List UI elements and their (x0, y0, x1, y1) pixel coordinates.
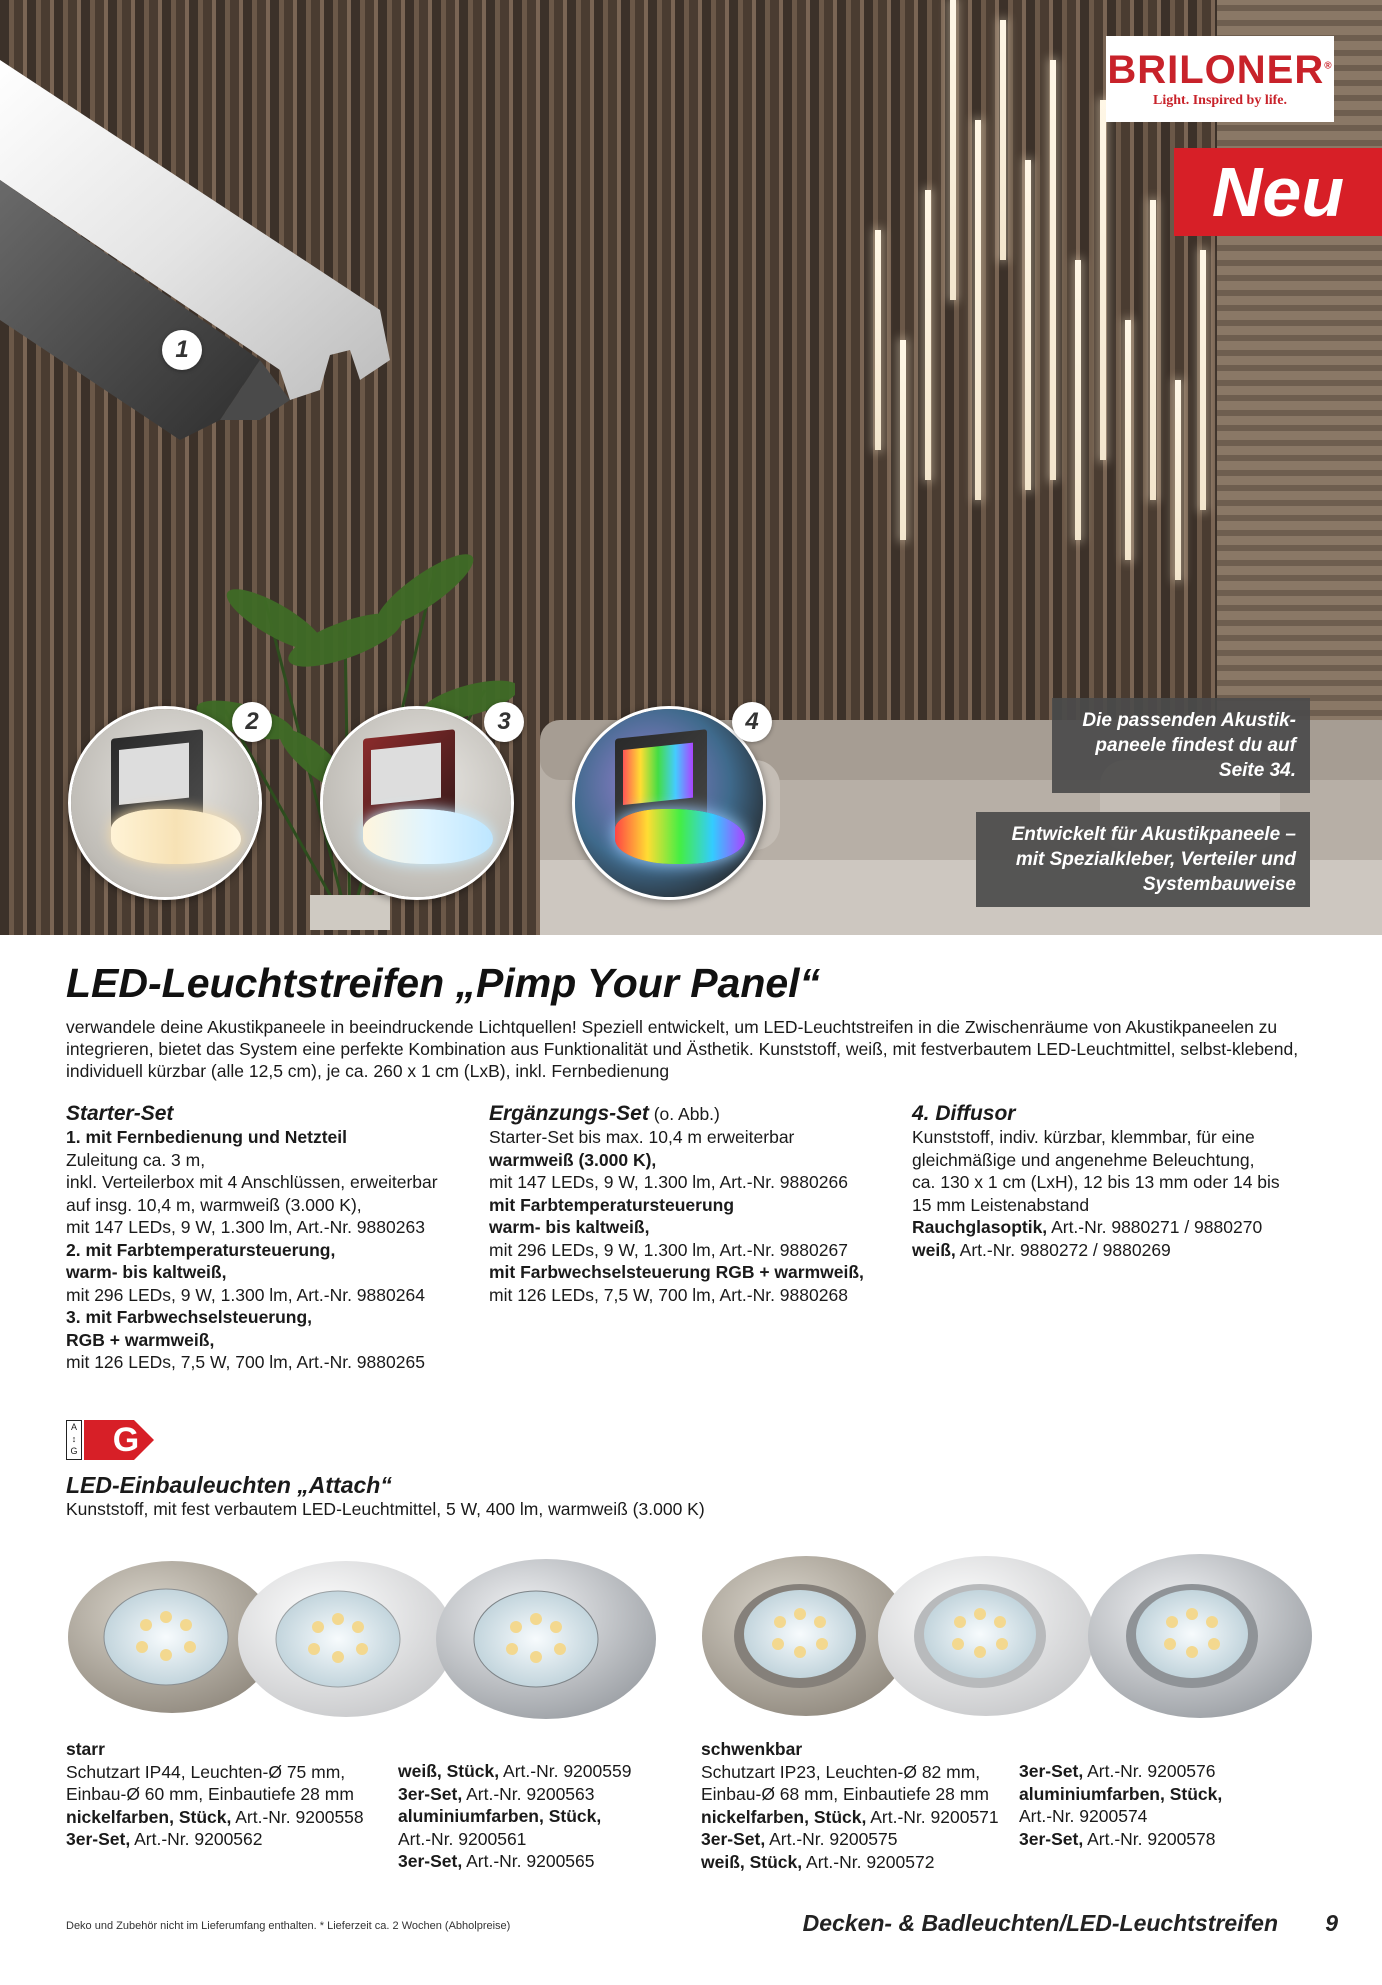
schwenkbar-artnr: Art.-Nr. 9200572 (802, 1851, 935, 1872)
starr-variant: 3er-Set, (398, 1783, 463, 1804)
attach-description: Kunststoff, mit fest verbautem LED-Leuchtmittel, 5 W, 400 lm, warmweiß (3.000 K) (66, 1499, 705, 1519)
schwenkbar-line (701, 1828, 1021, 1851)
energy-class-arrow (84, 1420, 154, 1460)
led-light-strip (875, 230, 881, 450)
schwenkbar-line: Einbau-Ø 68 mm, Einbautiefe 28 mm (701, 1784, 989, 1804)
starr-variant: weiß, Stück, (398, 1761, 500, 1781)
diffusor-variant: weiß, (912, 1239, 956, 1260)
starr-variant: 3er-Set, (398, 1851, 463, 1871)
starr-artnr: Art.-Nr. 9200563 (462, 1783, 595, 1804)
schwenkbar-variant: 3er-Set, (701, 1829, 766, 1849)
diffusor-line: gleichmäßige und angenehme Beleuchtung, (912, 1149, 1255, 1170)
extension-set-heading (489, 1102, 889, 1126)
schwenkbar-heading: schwenkbar (701, 1739, 803, 1759)
starter-line: mit 126 LEDs, 7,5 W, 700 lm, Art.-Nr. 9880265 (66, 1352, 425, 1372)
starr-line (66, 1806, 386, 1829)
hero-image (0, 0, 1382, 935)
led-light-strip (1000, 20, 1006, 260)
starr-line (398, 1760, 698, 1783)
energy-scale-arrow: ↕ (71, 1434, 77, 1444)
extension-line: warm- bis kaltweiß, (489, 1217, 650, 1237)
starr-artnr: Art.-Nr. 9200559 (499, 1761, 632, 1781)
product-intro: verwandele deine Akustikpaneele in beeindruckende Lichtquellen! Speziell entwickelt, um LED-Leuchtstreifen in die Zwischenräume von Akustikpaneelen zu integrieren, bietet das System eine perfekte Kombination aus Funktionalität und Ästhetik. Kunststoff, weiß, mit festverbautem LED-Leuchtmittel, selbst-klebend, individuell kürzbar (alle 12,5 cm), je ca. 260 x 1 cm (LxB), inkl. Fernbedienung (66, 1017, 1299, 1081)
extension-line: mit 147 LEDs, 9 W, 1.300 lm, Art.-Nr. 9880266 (489, 1172, 848, 1192)
logo-registered: ® (1324, 60, 1333, 72)
starter-line: inkl. Verteilerbox mit 4 Anschlüssen, erweiterbar (66, 1172, 438, 1192)
starr-artnr: Art.-Nr. 9200565 (462, 1851, 595, 1871)
new-badge: Neu (1174, 148, 1382, 236)
extension-heading-text: Ergänzungs-Set (489, 1102, 649, 1125)
starter-line: mit 147 LEDs, 9 W, 1.300 lm, Art.-Nr. 9880263 (66, 1217, 425, 1237)
starter-line: Zuleitung ca. 3 m, (66, 1149, 206, 1170)
led-light-strip (900, 340, 906, 540)
starter-line: 1. mit Fernbedienung und Netzteil (66, 1127, 347, 1147)
starr-right-column (398, 1760, 698, 1873)
starr-line (66, 1828, 386, 1851)
starter-line: RGB + warmweiß, (66, 1329, 215, 1350)
product-photo-warmwhite (68, 706, 262, 900)
led-light-strip (1100, 100, 1106, 460)
starr-line: Schutzart IP44, Leuchten-Ø 75 mm, (66, 1761, 346, 1782)
extension-line: warmweiß (3.000 K), (489, 1149, 657, 1170)
starr-variant: nickelfarben, Stück, (66, 1806, 232, 1827)
logo-slogan: Light. Inspired by life. (1153, 92, 1287, 108)
starter-line: mit 296 LEDs, 9 W, 1.300 lm, Art.-Nr. 9880264 (66, 1284, 425, 1305)
diffusor-variant: Rauchglasoptik, (912, 1217, 1048, 1237)
briloner-logo (1106, 36, 1334, 122)
info-box-panels: Die passenden Akustik- paneele findest du auf Seite 34. (1052, 698, 1310, 793)
schwenkbar-variant: weiß, Stück, (701, 1851, 803, 1872)
marker-badge-4: 4 (732, 702, 772, 742)
starr-line: Einbau-Ø 60 mm, Einbautiefe 28 mm (66, 1784, 354, 1804)
starr-artnr: Art.-Nr. 9200558 (231, 1806, 364, 1827)
schwenkbar-variant: 3er-Set, (1019, 1761, 1084, 1781)
starr-artnr: Art.-Nr. 9200562 (130, 1829, 263, 1849)
energy-scale-top: A (70, 1422, 77, 1432)
footer-note: Deko und Zubehör nicht im Lieferumfang enthalten. * Lieferzeit ca. 2 Wochen (Abholpreise) (66, 1920, 511, 1932)
schwenkbar-variant: 3er-Set, (1019, 1828, 1084, 1849)
energy-scale (66, 1420, 82, 1460)
led-light-strip (975, 120, 981, 500)
marker-badge-1: 1 (162, 330, 202, 370)
spotlights-starr-image (66, 1555, 666, 1725)
diffusor-line: Kunststoff, indiv. kürzbar, klemmbar, für eine (912, 1127, 1255, 1147)
led-light-strip (1075, 260, 1081, 540)
led-light-strip (1050, 60, 1056, 480)
energy-scale-bottom: G (70, 1446, 78, 1456)
schwenkbar-left-column (701, 1738, 1021, 1873)
extension-set-column (489, 1102, 889, 1306)
schwenkbar-line: Art.-Nr. 9200574 (1019, 1806, 1148, 1826)
extension-line: mit 296 LEDs, 9 W, 1.300 lm, Art.-Nr. 9880267 (489, 1239, 848, 1260)
schwenkbar-artnr: Art.-Nr. 9200571 (866, 1806, 999, 1827)
diffusor-heading: 4. Diffusor (912, 1102, 1016, 1125)
diffusor-line (912, 1216, 1312, 1239)
starr-line (398, 1850, 698, 1873)
schwenkbar-artnr: Art.-Nr. 9200576 (1083, 1761, 1216, 1781)
schwenkbar-variant: nickelfarben, Stück, (701, 1806, 867, 1827)
schwenkbar-line (701, 1851, 1021, 1874)
schwenkbar-artnr: Art.-Nr. 9200578 (1083, 1828, 1216, 1849)
starr-variant: 3er-Set, (66, 1829, 131, 1849)
led-light-strip (950, 0, 956, 300)
led-light-strip (1025, 160, 1031, 490)
page-number: 9 (1325, 1910, 1338, 1936)
diffusor-artnr: Art.-Nr. 9880271 / 9880270 (1047, 1217, 1263, 1237)
diffusor-column (912, 1102, 1312, 1261)
extension-line: mit Farbtemperatursteuerung (489, 1194, 735, 1215)
starter-line: 2. mit Farbtemperatursteuerung, (66, 1239, 336, 1260)
extension-heading-note: (o. Abb.) (648, 1104, 720, 1124)
marker-badge-2: 2 (232, 702, 272, 742)
footer-section-title: Decken- & Badleuchten/LED-Leuchtstreifen (802, 1910, 1278, 1936)
schwenkbar-line: Schutzart IP23, Leuchten-Ø 82 mm, (701, 1761, 981, 1782)
starr-line: aluminiumfarben, Stück, (398, 1806, 602, 1826)
extension-line: Starter-Set bis max. 10,4 m erweiterbar (489, 1127, 795, 1147)
extension-line: mit Farbwechselsteuerung RGB + warmweiß, (489, 1262, 864, 1282)
starr-line: Art.-Nr. 9200561 (398, 1828, 527, 1849)
diffusor-line: 15 mm Leistenabstand (912, 1194, 1090, 1215)
led-light-strip (1150, 200, 1156, 500)
marker-badge-3: 3 (484, 702, 524, 742)
diffusor-artnr: Art.-Nr. 9880272 / 9880269 (955, 1239, 1171, 1260)
starter-line: 3. mit Farbwechselsteuerung, (66, 1307, 313, 1327)
schwenkbar-line (1019, 1760, 1319, 1783)
starter-set-heading: Starter-Set (66, 1102, 174, 1125)
schwenkbar-artnr: Art.-Nr. 9200575 (765, 1829, 898, 1849)
led-light-strip (1125, 320, 1131, 560)
energy-class-letter: G (112, 1421, 140, 1459)
schwenkbar-right-column (1019, 1760, 1319, 1850)
starr-heading: starr (66, 1739, 105, 1759)
starter-line: auf insg. 10,4 m, warmweiß (3.000 K), (66, 1194, 362, 1215)
starter-set-column (66, 1102, 466, 1374)
starter-line: warm- bis kaltweiß, (66, 1262, 227, 1282)
starr-line (398, 1783, 698, 1806)
extension-line: mit 126 LEDs, 7,5 W, 700 lm, Art.-Nr. 9880268 (489, 1284, 848, 1305)
info-box-system: Entwickelt für Akustikpaneele – mit Spezialkleber, Verteiler und Systembauweise (976, 812, 1310, 907)
schwenkbar-line: aluminiumfarben, Stück, (1019, 1783, 1223, 1804)
led-light-strip (925, 190, 931, 480)
spotlights-schwenkbar-image (700, 1550, 1320, 1725)
product-photo-tunablewhite (320, 706, 514, 900)
logo-brand: BRILONER (1107, 47, 1325, 92)
led-light-strip (1200, 250, 1206, 510)
diffusor-profile-illustration (0, 60, 480, 460)
attach-title: LED-Einbauleuchten „Attach“ (66, 1472, 392, 1498)
schwenkbar-line (1019, 1828, 1319, 1851)
schwenkbar-line (701, 1806, 1021, 1829)
diffusor-line: ca. 130 x 1 cm (LxH), 12 bis 13 mm oder 14 bis (912, 1172, 1280, 1192)
starr-left-column (66, 1738, 386, 1851)
diffusor-line (912, 1239, 1312, 1262)
led-light-strip (1175, 380, 1181, 580)
product-title: LED-Leuchtstreifen „Pimp Your Panel“ (66, 960, 821, 1006)
